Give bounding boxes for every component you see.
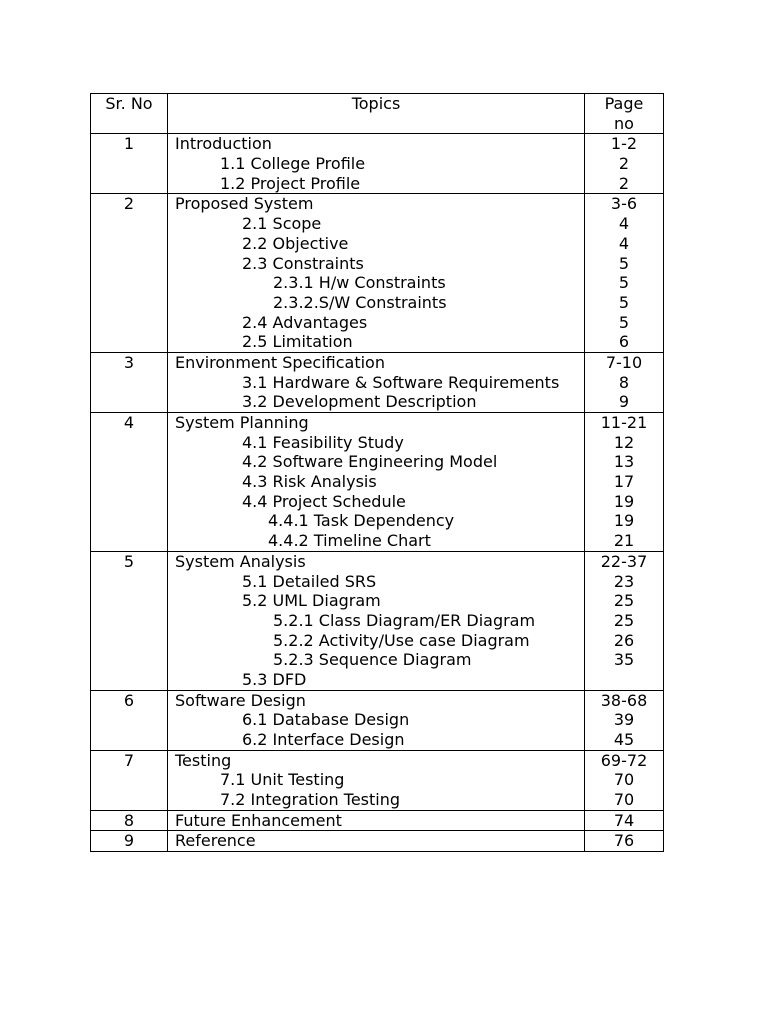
page-number: 69-72 (600, 750, 648, 770)
page-number: 19 (613, 491, 635, 511)
page-number: 25 (613, 610, 635, 630)
sr-no-cell: 8 (91, 810, 168, 831)
section-title: 2.5 Limitation (242, 332, 353, 352)
topic-cell (168, 413, 585, 552)
page-number: 1-2 (610, 134, 638, 154)
table-row (91, 690, 664, 750)
section-title: 3.2 Development Description (242, 392, 477, 412)
section-title: 2.3 Constraints (242, 253, 364, 273)
header-page-line1: Page (604, 94, 644, 113)
header-page-no (585, 94, 664, 134)
chapter-title: Future Enhancement (175, 810, 342, 830)
chapter-title: Testing (175, 750, 232, 770)
section-title: 2.3.1 H/w Constraints (273, 273, 446, 293)
section-title: 7.2 Integration Testing (220, 790, 401, 810)
section-title: 4.3 Risk Analysis (242, 472, 377, 492)
page-number: 13 (613, 452, 635, 472)
page-no-cell (585, 413, 664, 552)
page-number: 4 (618, 214, 630, 234)
topic-cell (168, 690, 585, 750)
page-number: 23 (613, 571, 635, 591)
section-title: 1.1 College Profile (220, 154, 366, 174)
chapter-title: Introduction (175, 134, 272, 154)
topic-cell (168, 831, 585, 852)
section-title: 5.2.3 Sequence Diagram (273, 650, 472, 670)
section-title: 2.1 Scope (242, 214, 322, 234)
topic-cell (168, 352, 585, 412)
chapter-title: Environment Specification (175, 352, 385, 372)
page-number: 70 (613, 790, 635, 810)
section-title: 4.4.1 Task Dependency (268, 511, 455, 531)
section-title: 4.4.2 Timeline Chart (268, 531, 431, 551)
section-title: 3.1 Hardware & Software Requirements (242, 372, 560, 392)
topic-cell (168, 194, 585, 353)
section-title: 5.2 UML Diagram (242, 591, 381, 611)
page-number: 12 (613, 432, 635, 452)
page-number: 4 (618, 233, 630, 253)
section-title: 2.2 Objective (242, 233, 349, 253)
chapter-title: Reference (175, 831, 256, 851)
header-page-line2: no (614, 113, 634, 133)
chapter-title: Software Design (175, 690, 306, 710)
page-number: 38-68 (600, 690, 648, 710)
page-number: 35 (613, 650, 635, 670)
section-title: 6.2 Interface Design (242, 730, 405, 749)
page-number: 9 (618, 392, 630, 412)
sr-no-cell: 4 (91, 413, 168, 552)
section-title: 2.4 Advantages (242, 312, 368, 332)
table-row (91, 810, 664, 831)
section-title: 5.1 Detailed SRS (242, 571, 377, 591)
page-number: 76 (613, 831, 635, 851)
page-number: 2 (618, 154, 630, 174)
page-no-cell (585, 551, 664, 690)
chapter-title: System Planning (175, 413, 309, 432)
page-no-cell (585, 750, 664, 810)
table-row (91, 831, 664, 852)
page-no-cell (585, 810, 664, 831)
page-number: 5 (618, 292, 630, 312)
section-title: 4.4 Project Schedule (242, 491, 406, 511)
page-number: 17 (613, 472, 635, 492)
page-number: 6 (618, 332, 630, 352)
page-number: 74 (613, 810, 635, 830)
section-title: 2.3.2.S/W Constraints (273, 292, 447, 312)
page-number: 8 (618, 372, 630, 392)
sr-no-cell: 1 (91, 134, 168, 194)
toc-body (91, 134, 664, 852)
sr-no-cell: 9 (91, 831, 168, 852)
section-title: 5.3 DFD (242, 669, 307, 689)
header-topics: Topics (168, 94, 585, 134)
topic-cell (168, 551, 585, 690)
topic-cell (168, 810, 585, 831)
page-number: 26 (613, 630, 635, 650)
table-of-contents (90, 93, 664, 852)
page-number: 22-37 (600, 551, 648, 571)
table-row (91, 352, 664, 412)
page-number (585, 670, 663, 690)
sr-no-cell: 6 (91, 690, 168, 750)
page-number: 7-10 (605, 352, 643, 372)
table-row (91, 134, 664, 194)
page-no-cell (585, 194, 664, 353)
page-no-cell (585, 831, 664, 852)
table-row (91, 750, 664, 810)
page-number: 19 (613, 511, 635, 531)
topic-cell (168, 134, 585, 194)
chapter-title: System Analysis (175, 551, 306, 571)
header-sr-no: Sr. No (91, 94, 168, 134)
sr-no-cell: 3 (91, 352, 168, 412)
table-row (91, 551, 664, 690)
page-number: 5 (618, 253, 630, 273)
section-title: 4.1 Feasibility Study (242, 432, 404, 452)
chapter-title: Proposed System (175, 194, 314, 214)
page-number: 5 (618, 312, 630, 332)
section-title: 5.2.1 Class Diagram/ER Diagram (273, 610, 536, 630)
section-title: 7.1 Unit Testing (220, 770, 345, 790)
section-title: 1.2 Project Profile (220, 173, 361, 193)
header-row (91, 94, 664, 134)
page-number: 21 (613, 531, 635, 551)
page-number: 11-21 (600, 413, 648, 432)
page-number: 5 (618, 273, 630, 293)
section-title: 6.1 Database Design (242, 710, 410, 730)
table-row (91, 194, 664, 353)
page-number: 3-6 (610, 194, 638, 214)
page-no-cell (585, 690, 664, 750)
page-number: 45 (613, 730, 635, 749)
page-number: 70 (613, 770, 635, 790)
sr-no-cell: 2 (91, 194, 168, 353)
sr-no-cell: 5 (91, 551, 168, 690)
page-number: 25 (613, 591, 635, 611)
page-number: 39 (613, 710, 635, 730)
section-title: 5.2.2 Activity/Use case Diagram (273, 630, 530, 650)
topic-cell (168, 750, 585, 810)
sr-no-cell: 7 (91, 750, 168, 810)
page-no-cell (585, 134, 664, 194)
section-title: 4.2 Software Engineering Model (242, 452, 498, 472)
page-no-cell (585, 352, 664, 412)
table-row (91, 413, 664, 552)
page-number: 2 (618, 173, 630, 193)
